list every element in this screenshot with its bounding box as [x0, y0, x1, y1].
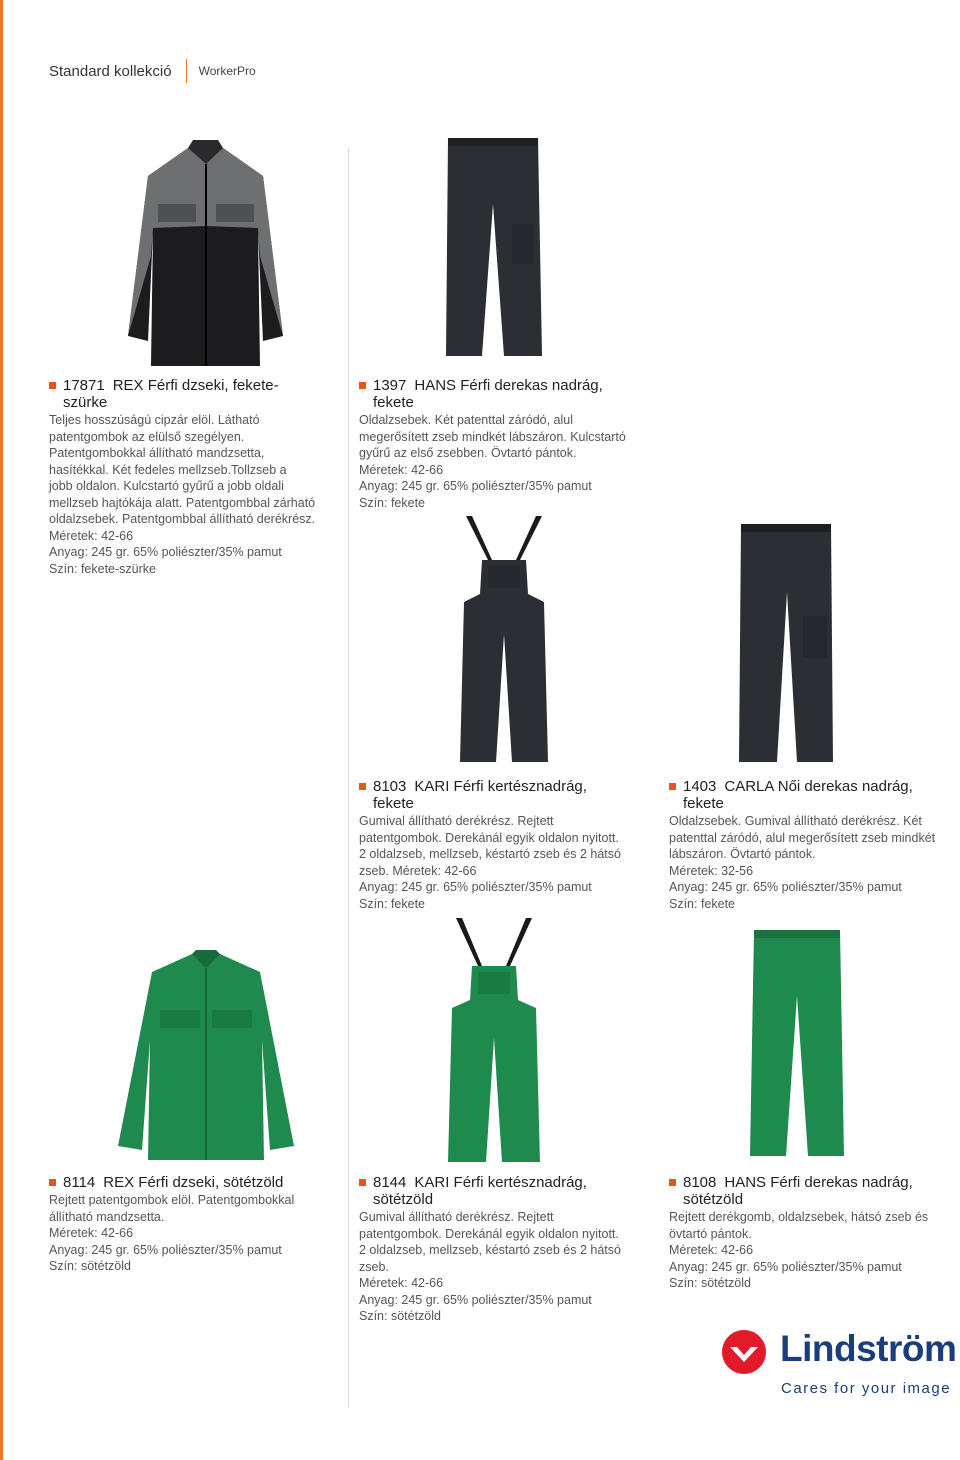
sizes-line: Méretek: 42-66 [669, 1243, 754, 1257]
page-header [49, 58, 256, 84]
product-code: 17871 [63, 377, 105, 394]
desc-line: mellzseb hajtókája alatt. Patentgombbal zárható [49, 495, 316, 510]
desc-line: Rejtett derékgomb, oldalzsebek, hátsó zseb és [669, 1210, 929, 1224]
color-line: Szín: sötétzöld [49, 1259, 131, 1273]
material-line: Anyag: 245 gr. 65% poliészter/35% pamut [359, 1292, 592, 1307]
product-title: REX Férfi dzseki, fekete- szürke [63, 377, 279, 411]
desc-line: Oldalzsebek. Gumival állítható derékrész. Két [669, 814, 922, 828]
color-line: Szín: fekete [669, 896, 736, 911]
desc-line: patentgombok. Derekánál egyik oldalon nyitott. [359, 1226, 619, 1241]
material-line: Anyag: 245 gr. 65% poliészter/35% pamut [669, 1259, 902, 1274]
logo-wordmark: Lindström [780, 1328, 957, 1369]
bib-overall-black-image [452, 514, 556, 764]
product-description [359, 412, 659, 511]
material-line: Anyag: 245 gr. 65% poliészter/35% pamut [359, 880, 592, 894]
color-line: Szín: sötétzöld [359, 1309, 441, 1323]
desc-line: hasítékkal. Két fedeles mellzseb.Tollzseb a [49, 462, 287, 477]
page-edge-accent [0, 0, 3, 1460]
product-description [49, 412, 344, 577]
product-description [49, 1192, 344, 1275]
sizes-line: zseb. Méretek: 42-66 [359, 863, 477, 878]
column-divider [348, 148, 349, 1408]
product-8114 [49, 1174, 344, 1275]
trousers-green-image [746, 926, 846, 1158]
color-line: Szín: fekete-szürke [49, 561, 156, 576]
desc-line: oldalzsebek. Patentgombbal állítható derékrész. [49, 512, 316, 526]
product-code: 8103 [373, 778, 407, 795]
desc-line: Rejtett patentgombok elöl. Patentgombokkal [49, 1193, 295, 1207]
desc-line: Teljes hosszúságú cipzár elöl. Látható [49, 413, 260, 427]
product-8144 [359, 1174, 659, 1325]
sizes-line: Méretek: 42-66 [359, 1276, 444, 1290]
sizes-line: Méretek: 42-66 [359, 462, 444, 477]
product-code: 8144 [373, 1174, 407, 1191]
product-heading [49, 1174, 344, 1191]
header-divider [186, 59, 187, 83]
color-line: Szín: fekete [359, 495, 426, 510]
sizes-line: Méretek: 42-66 [49, 1226, 134, 1240]
product-1403 [669, 778, 959, 912]
product-heading [359, 377, 659, 411]
jacket-black-grey-image [118, 136, 293, 372]
product-heading [359, 1174, 659, 1208]
product-code: 8114 [63, 1174, 96, 1191]
desc-line: Gumival állítható derékrész. Rejtett [359, 1210, 554, 1224]
lindstrom-logo [722, 1328, 960, 1402]
product-heading [669, 778, 959, 812]
product-heading [49, 377, 344, 411]
product-heading [359, 778, 659, 812]
logo-tagline: Cares for your image [781, 1380, 952, 1397]
desc-line: 2 oldalzseb, mellzseb, késtartó zseb és 2 hátsó [359, 847, 621, 861]
collection-title: Standard kollekció [49, 62, 172, 80]
product-title: KARI Férfi kertésznadrág, fekete [373, 778, 587, 812]
color-line: Szín: sötétzöld [669, 1276, 751, 1290]
product-title: KARI Férfi kertésznadrág, sötétzöld [373, 1174, 587, 1208]
product-title: REX Férfi dzseki, sötétzöld [103, 1174, 284, 1191]
desc-line: lábszáron. Övtartó pántok. [669, 847, 816, 861]
material-line: Anyag: 245 gr. 65% poliészter/35% pamut [669, 880, 902, 894]
product-code: 1403 [683, 778, 717, 795]
material-line: Anyag: 245 gr. 65% poliészter/35% pamut [49, 545, 282, 559]
desc-line: zseb. [359, 1259, 389, 1274]
jacket-green-image [112, 950, 300, 1162]
desc-line: patentgombok az elülső szegélyen. [49, 429, 245, 444]
brand-name: WorkerPro [198, 64, 256, 78]
desc-line: megerősített zseb mindkét lábszáron. Kulcstartó [359, 429, 626, 444]
desc-line: Oldalzsebek. Két patenttal záródó, alul [359, 413, 574, 427]
product-code: 1397 [373, 377, 407, 394]
desc-line: patentgombok. Derekánál egyik oldalon nyitott. [359, 830, 619, 845]
product-title: HANS Férfi derekas nadrág, fekete [373, 377, 603, 411]
product-8108 [669, 1174, 959, 1292]
product-description [359, 1209, 659, 1325]
product-description [669, 813, 959, 912]
desc-line: Patentgombokkal állítható mandzsetta, [49, 446, 265, 460]
material-line: Anyag: 245 gr. 65% poliészter/35% pamut [359, 479, 592, 493]
product-code: 8108 [683, 1174, 717, 1191]
desc-line: gyűrű az első zsebben. Övtartó pántok. [359, 446, 577, 460]
sizes-line: Méretek: 32-56 [669, 863, 754, 878]
color-line: Szín: fekete [359, 896, 426, 911]
trousers-black-image [440, 134, 545, 358]
desc-line: Gumival állítható derékrész. Rejtett [359, 814, 554, 828]
bib-overall-green-image [440, 916, 548, 1164]
product-description [669, 1209, 959, 1292]
desc-line: patenttal záródó, alul megerősített zseb mindkét [669, 830, 936, 845]
material-line: Anyag: 245 gr. 65% poliészter/35% pamut [49, 1242, 282, 1257]
desc-line: állítható mandzsetta. [49, 1209, 165, 1224]
product-1397 [359, 377, 659, 511]
product-8103 [359, 778, 659, 912]
trousers-women-black-image [735, 520, 835, 764]
product-title: HANS Férfi derekas nadrág, sötétzöld [683, 1174, 913, 1208]
desc-line: 2 oldalzseb, mellzseb, késtartó zseb és 2 hátsó [359, 1243, 621, 1257]
sizes-line: Méretek: 42-66 [49, 528, 134, 543]
product-heading [669, 1174, 959, 1208]
desc-line: jobb oldalon. Kulcstartó gyűrű a jobb oldali [49, 479, 284, 493]
logo-mark-icon [722, 1330, 766, 1374]
desc-line: övtartó pántok. [669, 1226, 752, 1241]
product-title: CARLA Női derekas nadrág, fekete [683, 778, 913, 812]
product-description [359, 813, 659, 912]
product-17871 [49, 377, 344, 577]
